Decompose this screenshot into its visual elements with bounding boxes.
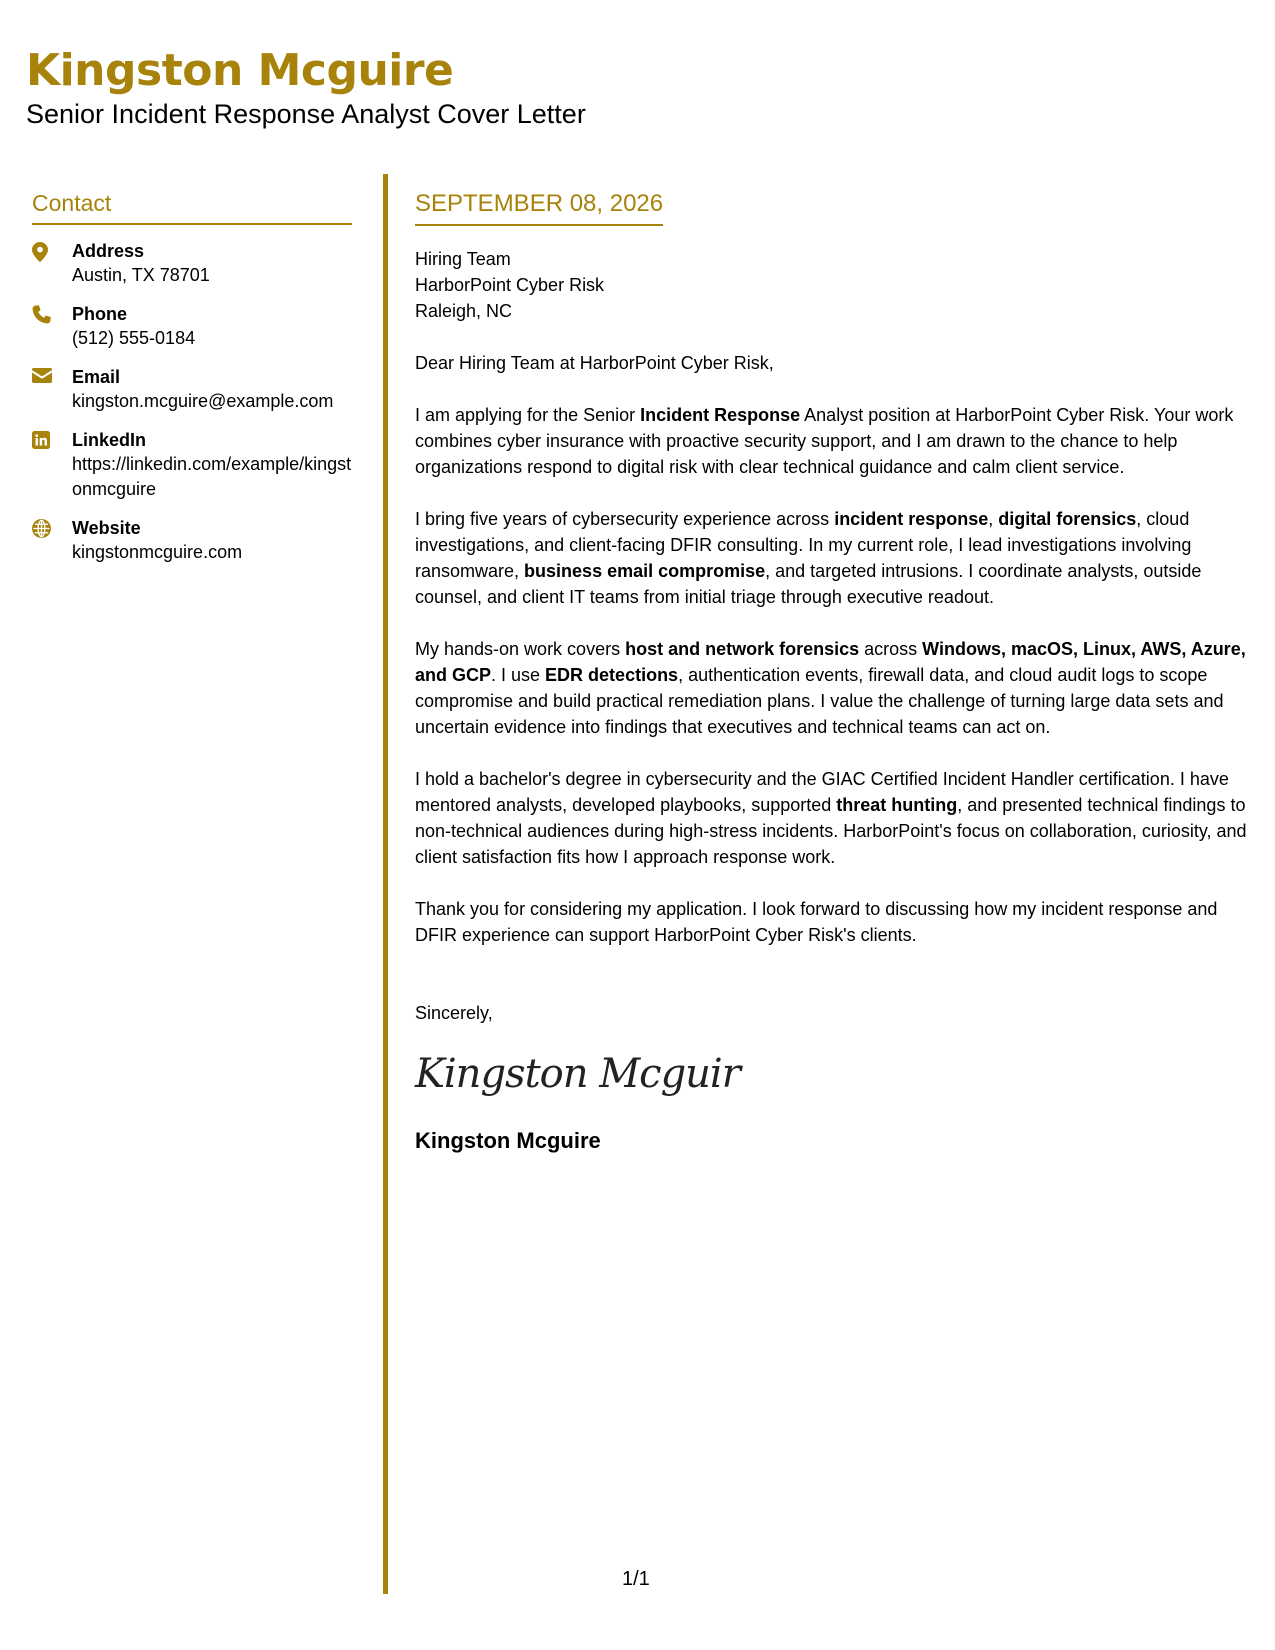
contact-heading: Contact	[32, 190, 352, 225]
contact-item-website	[32, 516, 352, 565]
recipient-line: Hiring Team	[415, 249, 511, 269]
bold-text: Windows, macOS, Linux, AWS, Azure, and GCP	[415, 639, 1246, 685]
bold-text: digital forensics	[998, 509, 1137, 529]
paragraph-text: , and targeted intrusions. I coordinate analysts, outside counsel, and client IT teams from initial triage through executive readout.	[415, 561, 1202, 607]
linkedin-icon	[32, 428, 72, 502]
document-subtitle: Senior Incident Response Analyst Cover Letter	[26, 99, 586, 129]
recipient-line: Raleigh, NC	[415, 301, 513, 321]
bold-text: threat hunting	[836, 795, 958, 815]
paragraph-text: , cloud investigations, and client-facing DFIR consulting. In my current role, I lead investigations involving ransomware,	[415, 509, 1192, 581]
contact-item-linkedin	[32, 428, 352, 502]
bold-text: incident response	[834, 509, 989, 529]
bold-text: Incident Response	[640, 405, 801, 425]
contact-item-phone	[32, 302, 352, 351]
letter-date: SEPTEMBER 08, 2026	[415, 190, 663, 226]
phone-icon	[32, 302, 72, 351]
map-pin-icon	[32, 239, 72, 288]
column-divider	[383, 174, 388, 1594]
bold-text: host and network forensics	[625, 639, 860, 659]
paragraph-text: Analyst position at HarborPoint Cyber Risk. Your work combines cyber insurance with proactive security support, and I am drawn to the chance to help organizations respond to digital risk with clear technical guidance and calm client service.	[415, 405, 1234, 477]
paragraph-text: ,	[988, 509, 999, 529]
salutation: Dear Hiring Team at HarborPoint Cyber Risk,	[415, 353, 774, 373]
contact-sidebar	[32, 190, 352, 579]
paragraph-text: My hands-on work covers	[415, 639, 626, 659]
email-value[interactable]: kingston.mcguire@example.com	[72, 391, 334, 411]
contact-label: Email	[72, 367, 121, 387]
letter-paragraphs	[415, 402, 1250, 948]
letter-body	[415, 190, 1250, 1154]
address-value: Austin, TX 78701	[72, 265, 210, 285]
paragraph-text: , and presented technical findings to non-technical audiences during high-stress incidents. HarborPoint's focus on collaboration, curiosity, and client satisfaction fits how I approach response work.	[415, 795, 1247, 867]
paragraph-text: , authentication events, firewall data, and cloud audit logs to scope compromise and build practical remediation plans. I value the challenge of turning large data sets and uncertain evidence into findings that executives and technical teams can act on.	[415, 665, 1224, 737]
contact-item-address	[32, 239, 352, 288]
applicant-name: Kingston Mcguire	[26, 45, 454, 96]
body-paragraph	[415, 636, 1250, 740]
paragraph-text: I hold a bachelor's degree in cybersecurity and the GIAC Certified Incident Handler certification. I have mentored analysts, developed playbooks, supported	[415, 769, 1229, 815]
body-paragraph	[415, 506, 1250, 610]
signed-name: Kingston Mcguire	[415, 1128, 601, 1153]
bold-text: EDR detections	[545, 665, 679, 685]
recipient-line: HarborPoint Cyber Risk	[415, 275, 605, 295]
phone-value: (512) 555-0184	[72, 328, 196, 348]
recipient-block	[415, 246, 1250, 324]
contact-label: Phone	[72, 304, 128, 324]
linkedin-value[interactable]: https://linkedin.com/example/kingstonmcguire	[72, 454, 352, 499]
body-paragraph	[415, 896, 1250, 948]
paragraph-text: I am applying for the Senior	[415, 405, 641, 425]
envelope-icon	[32, 365, 72, 414]
contact-item-email	[32, 365, 352, 414]
globe-icon	[32, 516, 72, 565]
body-paragraph	[415, 766, 1250, 870]
contact-label: Address	[72, 241, 145, 261]
handwritten-signature: Kingston Mcguir	[415, 1051, 740, 1097]
website-value[interactable]: kingstonmcguire.com	[72, 542, 243, 562]
paragraph-text: I bring five years of cybersecurity experience across	[415, 509, 835, 529]
contact-label: LinkedIn	[72, 430, 147, 450]
page-number: 1/1	[622, 1568, 650, 1590]
paragraph-text: across	[859, 639, 923, 659]
paragraph-text: . I use	[491, 665, 546, 685]
paragraph-text: Thank you for considering my application. I look forward to discussing how my incident response and DFIR experience can support HarborPoint Cyber Risk's clients.	[415, 899, 1218, 945]
bold-text: business email compromise	[524, 561, 766, 581]
closing: Sincerely,	[415, 1003, 493, 1023]
contact-label: Website	[72, 518, 141, 538]
body-paragraph	[415, 402, 1250, 480]
